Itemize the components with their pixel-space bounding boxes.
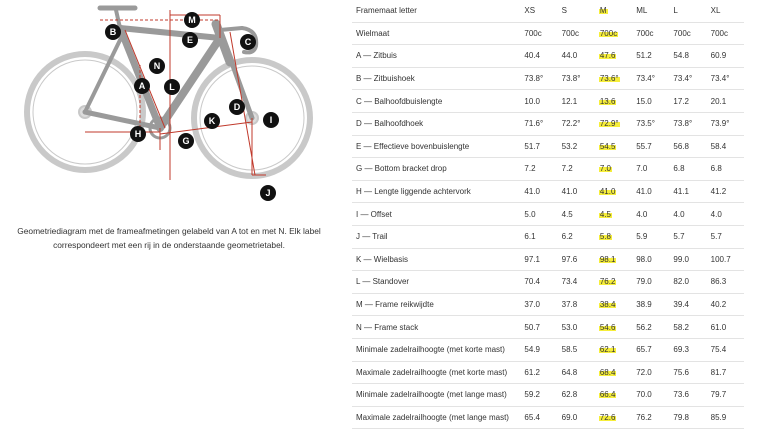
highlighted-value: 72.6	[599, 412, 616, 422]
cell-value: 6.8	[707, 158, 744, 181]
highlighted-value: 38.4	[599, 300, 616, 310]
row-label: L — Standover	[352, 271, 520, 294]
cell-value: 20.1	[707, 90, 744, 113]
label-badges	[105, 12, 279, 201]
cell-value: 73.8°	[669, 112, 706, 135]
cell-value	[595, 271, 632, 294]
cell-value: 73.8°	[520, 67, 557, 90]
table-row	[352, 384, 744, 407]
highlighted-value: 54.5	[599, 141, 616, 151]
highlighted-value: 41.0	[599, 187, 616, 197]
cell-value: 73.5°	[632, 112, 669, 135]
cell-value	[595, 293, 632, 316]
cell-value: 5.7	[669, 225, 706, 248]
cell-value: 98.0	[632, 248, 669, 271]
svg-text:C: C	[244, 37, 252, 47]
row-label: Minimale zadelrailhoogte (met lange mast)	[352, 384, 520, 407]
svg-text:N: N	[153, 61, 161, 71]
header-size-xl: XL	[707, 0, 744, 22]
badge-E	[182, 32, 198, 48]
cell-value: 40.4	[520, 45, 557, 68]
highlighted-value: 7.0	[599, 164, 611, 174]
cell-value: 10.0	[520, 90, 557, 113]
table-row	[352, 135, 744, 158]
diagram-caption: Geometriediagram met de frameafmetingen gelabeld van A tot en met N. Elk label correspondeert met een rij in de onderstaande geometrietabel.	[17, 226, 321, 250]
header-size-s: S	[558, 0, 595, 22]
row-label: B — Zitbuishoek	[352, 67, 520, 90]
cell-value	[595, 384, 632, 407]
table-row	[352, 180, 744, 203]
cell-value: 41.1	[669, 180, 706, 203]
bike-geometry-diagram	[20, 0, 320, 205]
cell-value: 700c	[520, 22, 557, 45]
cell-value: 82.0	[669, 271, 706, 294]
table-row	[352, 67, 744, 90]
row-label: I — Offset	[352, 203, 520, 226]
cell-value	[595, 45, 632, 68]
table-row	[352, 22, 744, 45]
cell-value: 50.7	[520, 316, 557, 339]
highlighted-value: 62.1	[599, 345, 616, 355]
cell-value: 41.0	[632, 180, 669, 203]
row-label: C — Balhoofdbuislengte	[352, 90, 520, 113]
cell-value: 7.2	[520, 158, 557, 181]
cell-value: 37.0	[520, 293, 557, 316]
header-size-ml: ML	[632, 0, 669, 22]
cell-value: 5.7	[707, 225, 744, 248]
cell-value: 700c	[558, 22, 595, 45]
cell-value: 41.2	[707, 180, 744, 203]
badge-K	[204, 113, 220, 129]
cell-value	[595, 67, 632, 90]
cell-value: 79.8	[669, 406, 706, 429]
badge-A	[134, 78, 150, 94]
cell-value: 69.3	[669, 338, 706, 361]
row-label: Wielmaat	[352, 22, 520, 45]
cell-value: 62.8	[558, 384, 595, 407]
row-label: Maximale zadelrailhoogte (met lange mast)	[352, 406, 520, 429]
cell-value: 4.0	[669, 203, 706, 226]
cell-value: 56.2	[632, 316, 669, 339]
row-label: E — Effectieve bovenbuislengte	[352, 135, 520, 158]
table-row	[352, 406, 744, 429]
row-label: G — Bottom bracket drop	[352, 158, 520, 181]
cell-value: 53.0	[558, 316, 595, 339]
cell-value: 58.2	[669, 316, 706, 339]
cell-value: 38.9	[632, 293, 669, 316]
svg-text:H: H	[134, 129, 142, 139]
cell-value	[595, 316, 632, 339]
cell-value: 700c	[632, 22, 669, 45]
geometry-table	[352, 0, 744, 429]
cell-value: 69.0	[558, 406, 595, 429]
cell-value: 70.0	[632, 384, 669, 407]
cell-value: 56.8	[669, 135, 706, 158]
cell-value: 73.4°	[707, 67, 744, 90]
cell-value: 61.2	[520, 361, 557, 384]
cell-value: 5.9	[632, 225, 669, 248]
table-row	[352, 316, 744, 339]
svg-text:B: B	[109, 27, 117, 37]
cell-value: 76.2	[632, 406, 669, 429]
cell-value	[595, 90, 632, 113]
highlighted-value: 13.6	[599, 96, 616, 106]
row-label: H — Lengte liggende achtervork	[352, 180, 520, 203]
cell-value: 72.2°	[558, 112, 595, 135]
cell-value: 79.7	[707, 384, 744, 407]
table-row	[352, 338, 744, 361]
cell-value: 73.4	[558, 271, 595, 294]
cell-value: 73.8°	[558, 67, 595, 90]
cell-value	[595, 158, 632, 181]
table-row	[352, 248, 744, 271]
cell-value: 4.0	[632, 203, 669, 226]
cell-value: 58.5	[558, 338, 595, 361]
svg-text:E: E	[186, 35, 194, 45]
cell-value: 53.2	[558, 135, 595, 158]
cell-value: 86.3	[707, 271, 744, 294]
highlighted-value: 68.4	[599, 367, 616, 377]
badge-J	[260, 185, 276, 201]
cell-value: 81.7	[707, 361, 744, 384]
table-row	[352, 158, 744, 181]
cell-value: 100.7	[707, 248, 744, 271]
cell-value: 17.2	[669, 90, 706, 113]
cell-value	[595, 135, 632, 158]
header-size-m	[595, 0, 632, 22]
cell-value: 85.9	[707, 406, 744, 429]
header-label: Framemaat letter	[352, 0, 520, 22]
cell-value	[595, 203, 632, 226]
cell-value: 55.7	[632, 135, 669, 158]
svg-text:M: M	[188, 15, 196, 25]
badge-H	[130, 126, 146, 142]
cell-value	[595, 338, 632, 361]
cell-value	[595, 406, 632, 429]
cell-value: 60.9	[707, 45, 744, 68]
cell-value: 75.4	[707, 338, 744, 361]
cell-value: 51.7	[520, 135, 557, 158]
cell-value	[595, 112, 632, 135]
cell-value: 12.1	[558, 90, 595, 113]
badge-M	[184, 12, 200, 28]
cell-value: 75.6	[669, 361, 706, 384]
table-row	[352, 293, 744, 316]
header-size-l: L	[669, 0, 706, 22]
cell-value: 7.0	[632, 158, 669, 181]
cell-value: 64.8	[558, 361, 595, 384]
row-label: Maximale zadelrailhoogte (met korte mast)	[352, 361, 520, 384]
badge-G	[178, 133, 194, 149]
svg-text:I: I	[269, 115, 273, 125]
cell-value: 51.2	[632, 45, 669, 68]
highlighted-value: 5.8	[599, 232, 611, 242]
highlighted-value: 76.2	[599, 277, 616, 287]
cell-value: 4.5	[558, 203, 595, 226]
cell-value: 61.0	[707, 316, 744, 339]
highlighted-value: M	[599, 6, 607, 16]
header-size-xs: XS	[520, 0, 557, 22]
cell-value: 6.8	[669, 158, 706, 181]
row-label: M — Frame reikwijdte	[352, 293, 520, 316]
badge-D	[229, 99, 245, 115]
cell-value: 79.0	[632, 271, 669, 294]
cell-value: 73.4°	[632, 67, 669, 90]
cell-value: 6.1	[520, 225, 557, 248]
highlighted-value: 54.6	[599, 322, 616, 332]
svg-text:L: L	[169, 82, 175, 92]
svg-text:G: G	[182, 136, 190, 146]
cell-value: 41.0	[520, 180, 557, 203]
table-row	[352, 225, 744, 248]
row-label: Minimale zadelrailhoogte (met korte mast)	[352, 338, 520, 361]
cell-value: 70.4	[520, 271, 557, 294]
cell-value: 73.6	[669, 384, 706, 407]
cell-value	[595, 22, 632, 45]
cell-value: 5.0	[520, 203, 557, 226]
badge-N	[149, 58, 165, 74]
cell-value: 58.4	[707, 135, 744, 158]
highlighted-value: 4.5	[599, 209, 611, 219]
cell-value: 41.0	[558, 180, 595, 203]
cell-value: 73.9°	[707, 112, 744, 135]
table-header-row	[352, 0, 744, 22]
cell-value: 71.6°	[520, 112, 557, 135]
table-row	[352, 361, 744, 384]
cell-value: 97.1	[520, 248, 557, 271]
cell-value: 73.4°	[669, 67, 706, 90]
cell-value: 54.9	[520, 338, 557, 361]
row-label: J — Trail	[352, 225, 520, 248]
svg-text:K: K	[208, 116, 216, 126]
cell-value: 72.0	[632, 361, 669, 384]
table-row	[352, 112, 744, 135]
highlighted-value: 72.9°	[599, 119, 619, 129]
cell-value	[595, 225, 632, 248]
row-label: N — Frame stack	[352, 316, 520, 339]
cell-value: 40.2	[707, 293, 744, 316]
cell-value	[595, 180, 632, 203]
cell-value	[595, 361, 632, 384]
cell-value: 37.8	[558, 293, 595, 316]
cell-value: 99.0	[669, 248, 706, 271]
cell-value: 700c	[669, 22, 706, 45]
highlighted-value: 73.6°	[599, 74, 619, 84]
table-row	[352, 45, 744, 68]
cell-value: 65.4	[520, 406, 557, 429]
cell-value: 54.8	[669, 45, 706, 68]
cell-value: 15.0	[632, 90, 669, 113]
cell-value: 4.0	[707, 203, 744, 226]
row-label: A — Zitbuis	[352, 45, 520, 68]
cell-value	[595, 248, 632, 271]
badge-L	[164, 79, 180, 95]
table-row	[352, 203, 744, 226]
row-label: K — Wielbasis	[352, 248, 520, 271]
cell-value: 97.6	[558, 248, 595, 271]
cell-value: 39.4	[669, 293, 706, 316]
svg-text:J: J	[265, 188, 271, 198]
badge-C	[240, 34, 256, 50]
highlighted-value: 700c	[599, 28, 618, 38]
cell-value: 44.0	[558, 45, 595, 68]
row-label: D — Balhoofdhoek	[352, 112, 520, 135]
svg-text:A: A	[138, 81, 146, 91]
highlighted-value: 66.4	[599, 390, 616, 400]
cell-value: 65.7	[632, 338, 669, 361]
cell-value: 59.2	[520, 384, 557, 407]
cell-value: 700c	[707, 22, 744, 45]
badge-B	[105, 24, 121, 40]
table-row	[352, 271, 744, 294]
highlighted-value: 47.6	[599, 51, 616, 61]
table-row	[352, 90, 744, 113]
cell-value: 7.2	[558, 158, 595, 181]
cell-value: 6.2	[558, 225, 595, 248]
highlighted-value: 98.1	[599, 254, 616, 264]
svg-text:D: D	[233, 102, 241, 112]
badge-I	[263, 112, 279, 128]
table-body	[352, 22, 744, 429]
